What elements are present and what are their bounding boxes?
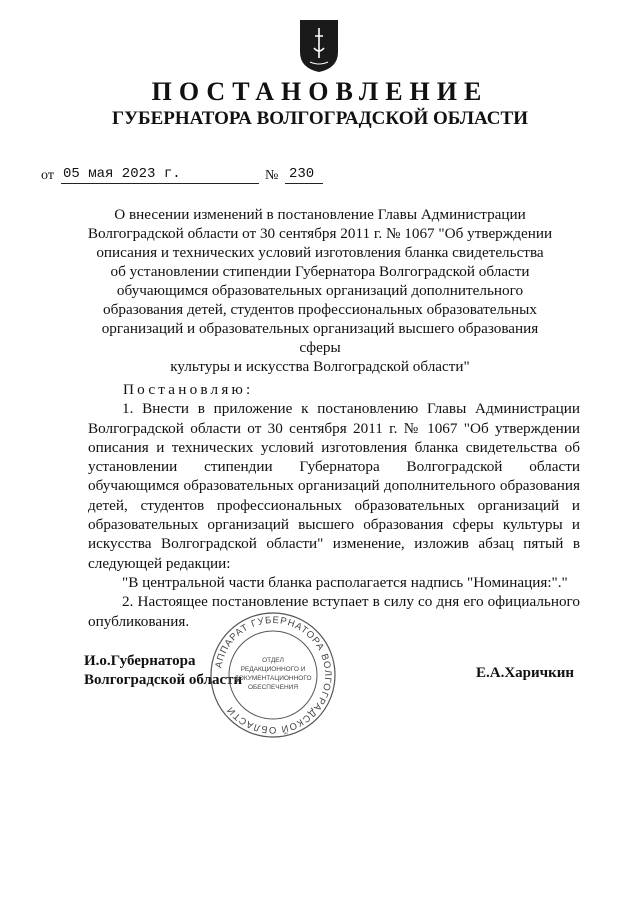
- coat-of-arms-icon: [298, 18, 340, 74]
- document-subject: [80, 205, 560, 376]
- document-title: ПОСТАНОВЛЕНИЕ: [151, 77, 489, 106]
- document-subtitle: ГУБЕРНАТОРА ВОЛГОГРАДСКОЙ ОБЛАСТИ: [112, 108, 528, 129]
- subject-line: описания и технических условий изготовления бланка свидетельства: [96, 244, 544, 261]
- date-prefix: от: [41, 168, 54, 183]
- document-number: 230: [285, 165, 323, 184]
- number-prefix: №: [265, 168, 279, 183]
- paragraph-item-2: 2. Настоящее постановление вступает в силу со дня его официального опубликования.: [88, 593, 580, 630]
- paragraph-quote: "В центральной части бланка располагается надпись "Номинация:".": [122, 573, 568, 591]
- decree-word: Постановляю:: [123, 381, 254, 398]
- subject-line: культуры и искусства Волгоградской области": [170, 358, 470, 375]
- stamp-outer-text: АППАРАТ ГУБЕРНАТОРА ВОЛГОГРАДСКОЙ ОБЛАСТИ: [213, 614, 334, 736]
- document-date: 05 мая 2023 г.: [61, 165, 259, 184]
- position-line: Волгоградской области: [84, 672, 243, 688]
- stamp-inner-line: ОТДЕЛ: [262, 657, 284, 664]
- document-body: [88, 380, 580, 631]
- subject-line: организаций и образовательных организаций высшего образования сферы: [101, 320, 539, 356]
- date-number-line: [41, 165, 341, 187]
- subject-line: об установлении стипендии Губернатора Волгоградской области: [110, 263, 530, 280]
- subject-line: Волгоградской области от 30 сентября 2011 г. № 1067 "Об утверждении: [87, 225, 553, 242]
- subject-line: обучающимся образовательных организаций дополнительного: [116, 282, 524, 299]
- subject-line: О внесении изменений в постановление Главы Администрации: [114, 206, 526, 223]
- subject-line: образования детей, студентов профессиональных образовательных: [103, 301, 537, 318]
- stamp-inner-line: ОБЕСПЕЧЕНИЯ: [247, 684, 299, 691]
- official-stamp: [208, 610, 338, 740]
- stamp-inner-line: РЕДАКЦИОННОГО И: [240, 666, 306, 673]
- paragraph-item-1: 1. Внести в приложение к постановлению Главы Администрации Волгоградской области от 30 сентября 2011 г. № 1067 "Об утверждении описания и технических условий изготовления бланка свидетельства об установлении стипендии Губернатора Волгоградской области обучающимся образовательных организаций дополнительного образования детей, студентов профессиональных образовательных организаций и образовательных организаций высшего образования сферы культуры и искусства Волгоградской области" изменение, изложив абзац пятый в следующей редакции:: [88, 400, 580, 572]
- signatory-name: Е.А.Харичкин: [476, 665, 575, 681]
- stamp-inner-line: ДОКУМЕНТАЦИОННОГО: [234, 675, 312, 682]
- position-line: И.о.Губернатора: [84, 653, 196, 669]
